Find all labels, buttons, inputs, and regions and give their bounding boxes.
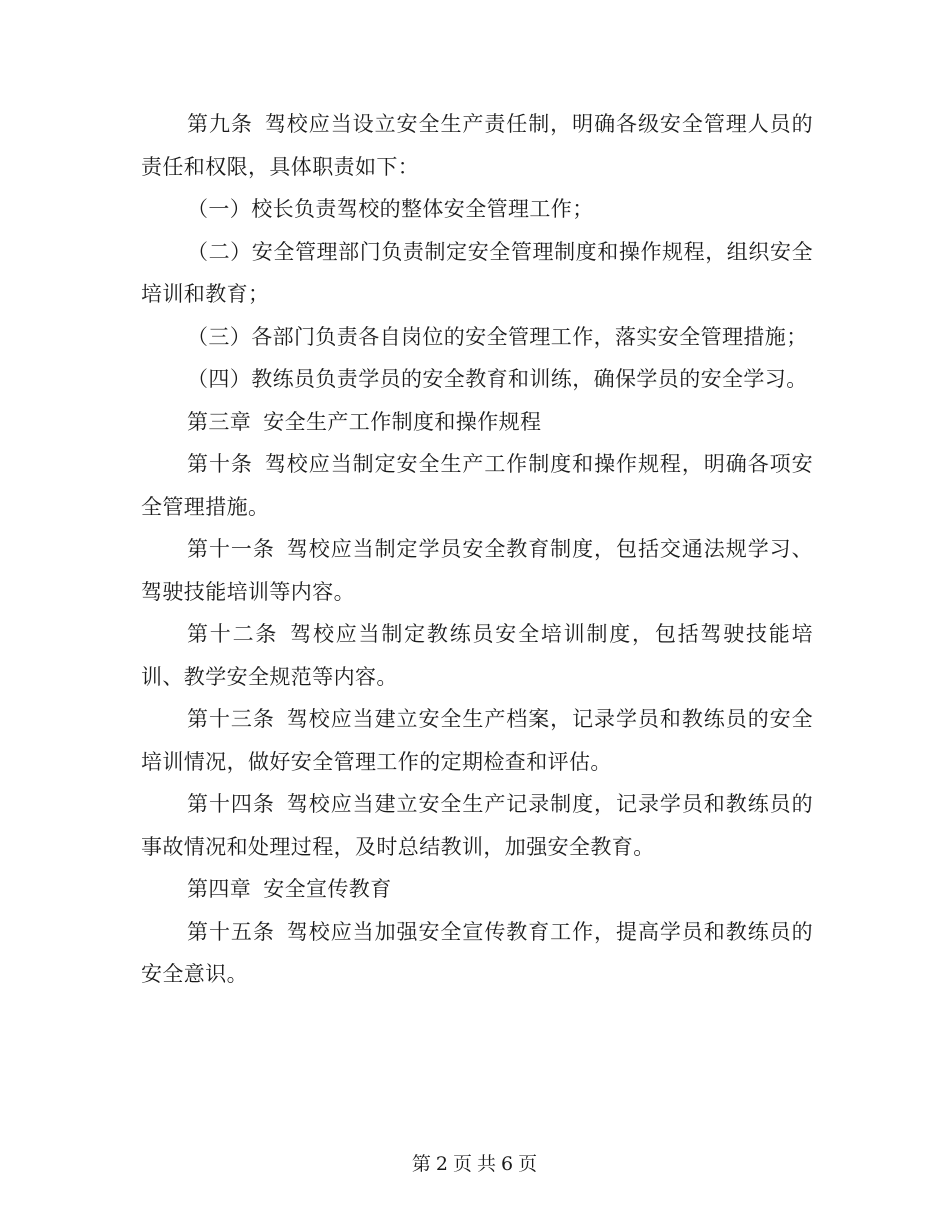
article-text: 驾校应当制定学员安全教育制度，包括交通法规学习、驾驶技能培训等内容。 xyxy=(141,537,813,604)
article-label: 第十五条 xyxy=(187,919,275,944)
chapter-title: 安全宣传教育 xyxy=(263,877,392,901)
footer-total-word: 共 xyxy=(477,1153,498,1175)
article-text: 驾校应当加强安全宣传教育工作，提高学员和教练员的安全意识。 xyxy=(141,919,813,986)
article-label: 第九条 xyxy=(187,112,253,136)
article-text: 驾校应当制定安全生产工作制度和操作规程，明确各项安全管理措施。 xyxy=(141,452,814,519)
duty-item-3 xyxy=(141,316,813,359)
article-text: 驾校应当建立安全生产记录制度，记录学员和教练员的事故情况和处理过程，及时总结教训，加强安全教育。 xyxy=(141,792,813,859)
page-footer xyxy=(0,1149,950,1176)
footer-suffix: 页 xyxy=(518,1153,539,1175)
article-text: 驾校应当制定教练员安全培训制度，包括驾驶技能培训、教学安全规范等内容。 xyxy=(141,622,813,689)
chapter-3-heading xyxy=(141,401,813,444)
article-13 xyxy=(141,698,813,783)
article-label: 第十一条 xyxy=(187,537,275,561)
article-text: 驾校应当建立安全生产档案，记录学员和教练员的安全培训情况，做好安全管理工作的定期检查和评估。 xyxy=(141,707,813,774)
article-label: 第十条 xyxy=(187,452,253,476)
article-12 xyxy=(141,613,813,698)
current-page-number: 2 xyxy=(435,1153,449,1175)
article-text: 驾校应当设立安全生产责任制，明确各级安全管理人员的责任和权限，具体职责如下： xyxy=(141,112,814,179)
chapter-label: 第四章 xyxy=(187,877,252,901)
article-11 xyxy=(141,528,813,613)
article-label: 第十二条 xyxy=(187,622,279,646)
duty-item-1 xyxy=(141,188,813,231)
duty-item-2 xyxy=(141,231,813,316)
chapter-title: 安全生产工作制度和操作规程 xyxy=(263,409,542,434)
duty-text: （四）教练员负责学员的安全教育和训练，确保学员的安全学习。 xyxy=(187,367,808,391)
article-10 xyxy=(141,443,813,528)
total-page-number: 6 xyxy=(501,1153,515,1175)
duty-text: （三）各部门负责各自岗位的安全管理工作，落实安全管理措施； xyxy=(187,324,808,349)
article-14 xyxy=(141,783,813,868)
chapter-4-heading xyxy=(141,868,813,911)
article-label: 第十三条 xyxy=(187,707,275,731)
article-9 xyxy=(141,103,813,188)
article-15 xyxy=(141,911,813,996)
footer-prefix: 第 xyxy=(411,1153,432,1175)
chapter-label: 第三章 xyxy=(187,409,252,434)
article-label: 第十四条 xyxy=(187,792,275,816)
duty-item-4 xyxy=(141,358,813,401)
document-body xyxy=(141,103,813,996)
duty-text: （一）校长负责驾校的整体安全管理工作； xyxy=(187,197,594,221)
duty-text: （二）安全管理部门负责制定安全管理制度和操作规程，组织安全培训和教育； xyxy=(141,239,813,306)
footer-page-word: 页 xyxy=(452,1153,473,1175)
